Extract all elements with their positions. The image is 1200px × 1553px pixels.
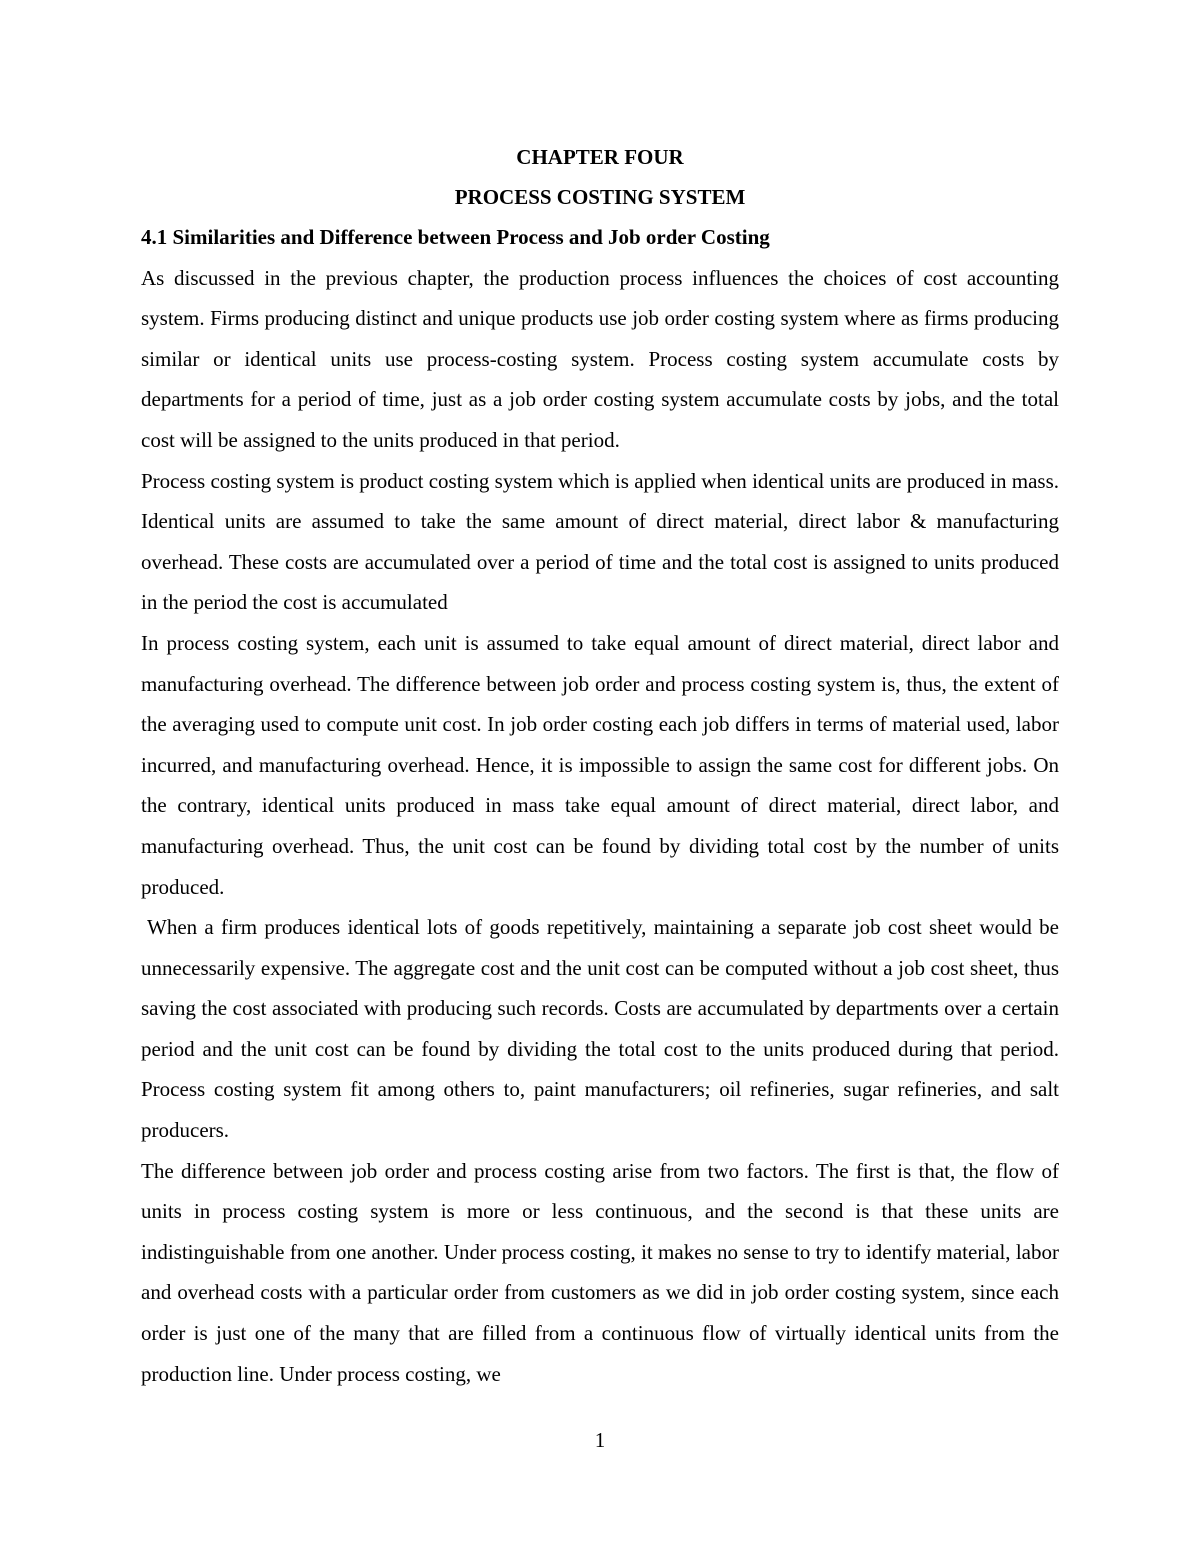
- page-number: 1: [594, 1428, 606, 1452]
- section-heading: 4.1 Similarities and Difference between Process and Job order Costing: [141, 225, 770, 249]
- page-content: [141, 137, 1059, 1394]
- paragraph-3: In process costing system, each unit is assumed to take equal amount of direct material, direct labor and manufacturing overhead. The difference between job order and process costing system is, thus, the extent of the averaging used to compute unit cost. In job order costing each job differs in terms of material used, labor incurred, and manufacturing overhead. Hence, it is impossible to assign the same cost for different jobs. On the contrary, identical units produced in mass take equal amount of direct material, direct labor, and manufacturing overhead. Thus, the unit cost can be found by dividing total cost by the number of units produced.: [141, 630, 1059, 899]
- chapter-title: CHAPTER FOUR: [516, 145, 684, 169]
- chapter-subtitle: PROCESS COSTING SYSTEM: [454, 185, 746, 209]
- paragraph-2: Process costing system is product costing system which is applied when identical units are produced in mass. Identical units are assumed to take the same amount of direct material, direct labor & manufacturing overhead. These costs are accumulated over a period of time and the total cost is assigned to units produced in the period the cost is accumulated: [141, 468, 1059, 615]
- paragraph-5: The difference between job order and process costing arise from two factors. The first is that, the flow of units in process costing system is more or less continuous, and the second is that these units are indistinguishable from one another. Under process costing, it makes no sense to try to identify material, labor and overhead costs with a particular order from customers as we did in job order costing system, since each order is just one of the many that are filled from a continuous flow of virtually identical units from the production line. Under process costing, we: [141, 1158, 1059, 1386]
- paragraph-4: When a firm produces identical lots of goods repetitively, maintaining a separate job cost sheet would be unnecessarily expensive. The aggregate cost and the unit cost can be computed without a job cost sheet, thus saving the cost associated with producing such records. Costs are accumulated by departments over a certain period and the unit cost can be found by dividing the total cost to the units produced during that period. Process costing system fit among others to, paint manufacturers; oil refineries, sugar refineries, and salt producers.: [141, 915, 1059, 1143]
- paragraph-1: As discussed in the previous chapter, the production process influences the choices of cost accounting system. Firms producing distinct and unique products use job order costing system where as firms producing similar or identical units use process-costing system. Process costing system accumulate costs by departments for a period of time, just as a job order costing system accumulate costs by jobs, and the total cost will be assigned to the units produced in that period.: [141, 265, 1059, 452]
